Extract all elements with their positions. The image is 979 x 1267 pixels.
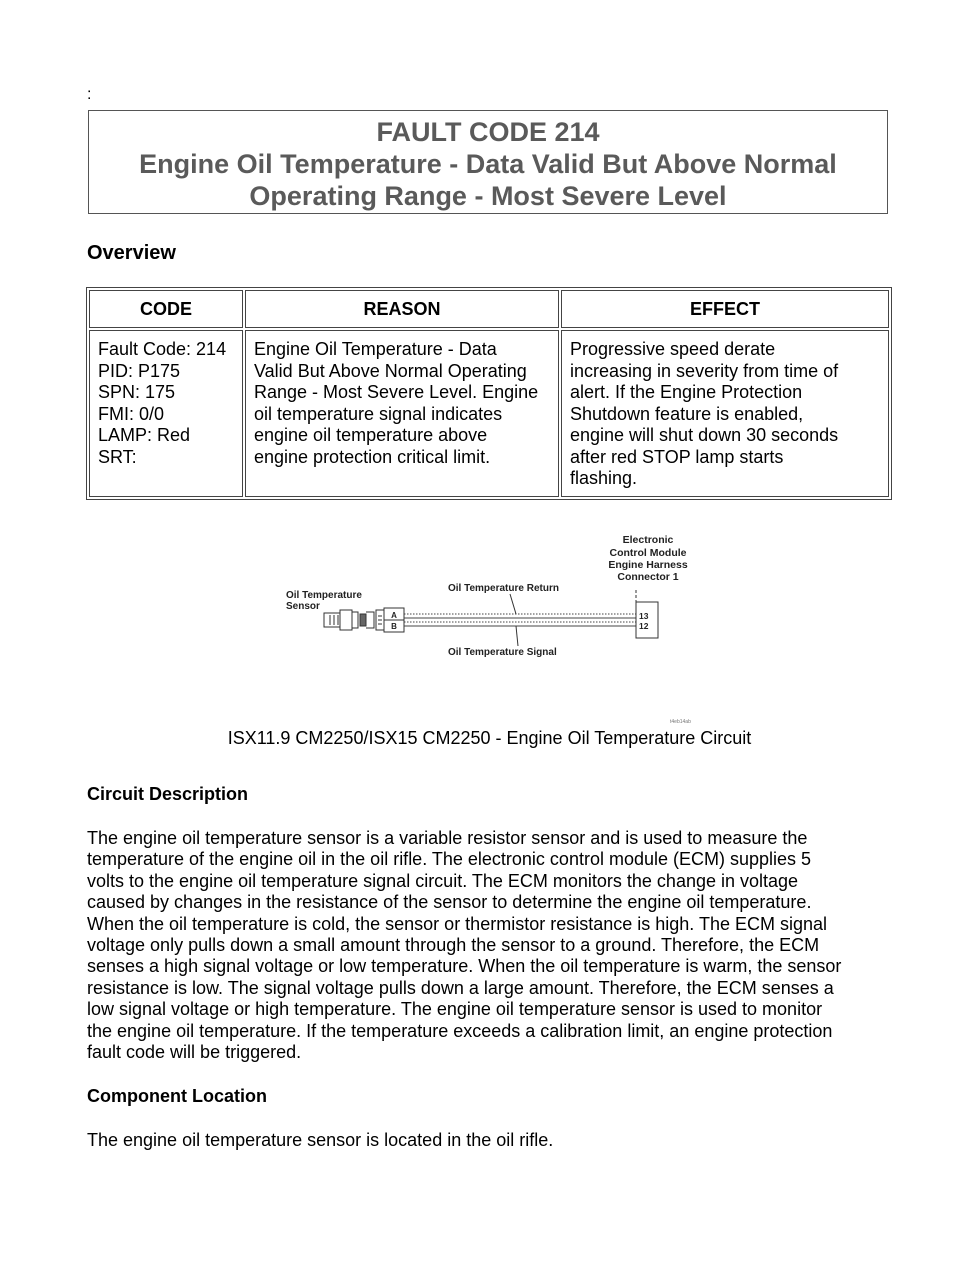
overview-heading: Overview (87, 242, 176, 264)
overview-data-row (89, 330, 889, 497)
connector-pin-12-label: 12 (639, 621, 649, 631)
effect-cell (561, 330, 889, 497)
sensor-label-line-1: Oil Temperature (286, 590, 362, 601)
circuit-description-heading: Circuit Description (87, 784, 249, 804)
figure-id-label: t4eb14ab (670, 719, 691, 725)
return-wire-label: Oil Temperature Return (448, 583, 559, 594)
reason-line: oil temperature signal indicates (254, 403, 503, 424)
paragraph-line: low signal voltage or high temperature. The engine oil temperature sensor is used to monitor (87, 999, 823, 1020)
column-header-code: CODE (89, 290, 243, 328)
sensor-pin-a-label: A (391, 611, 397, 620)
code-line-srt: SRT: (98, 446, 137, 467)
column-header-effect: EFFECT (561, 290, 889, 328)
connector-pin-13-label: 13 (639, 611, 649, 621)
reason-line: Valid But Above Normal Operating (254, 360, 527, 381)
paragraph-line: volts to the engine oil temperature signal circuit. The ECM monitors the change in voltage (87, 870, 799, 891)
paragraph-line: the engine oil temperature. If the temperature exceeds a calibration limit, an engine protection (87, 1020, 833, 1041)
reason-line: Range - Most Severe Level. Engine (254, 382, 539, 402)
paragraph-line: voltage only pulls down a small amount through the sensor to a ground. Therefore, the ECM (87, 935, 820, 956)
effect-line: increasing in severity from time of (570, 360, 839, 381)
fault-code-title: FAULT CODE 214 (376, 117, 600, 147)
reason-line: Engine Oil Temperature - Data (254, 339, 497, 359)
code-cell (89, 330, 243, 497)
reason-cell (245, 330, 559, 497)
effect-line: Progressive speed derate (570, 339, 776, 359)
code-line-fmi: FMI: 0/0 (98, 403, 165, 424)
ecm-label-line-4: Connector 1 (617, 571, 679, 583)
reason-line: engine protection critical limit. (254, 446, 491, 467)
effect-line: Shutdown feature is enabled, (570, 403, 804, 424)
ecm-label-line-2: Control Module (609, 547, 687, 559)
component-location-heading: Component Location (87, 1086, 267, 1106)
effect-line: alert. If the Engine Protection (570, 382, 803, 402)
page-colon-marker: : (87, 86, 92, 103)
paragraph-line: When the oil temperature is cold, the sensor or thermistor resistance is high. The ECM signal (87, 913, 827, 934)
ecm-label-line-1: Electronic (622, 534, 674, 546)
paragraph-line: resistance is low. The signal voltage pulls down a large amount. Therefore, the ECM senses a (87, 977, 834, 998)
code-line-fault-code: Fault Code: 214 (98, 339, 227, 359)
column-header-reason: REASON (245, 290, 559, 328)
paragraph-line: senses a high signal voltage or low temperature. When the oil temperature is warm, the sensor (87, 956, 842, 977)
code-line-spn: SPN: 175 (98, 382, 176, 402)
fault-title-line-2: Engine Oil Temperature - Data Valid But Above Normal (139, 149, 837, 179)
signal-wire-label: Oil Temperature Signal (448, 647, 557, 658)
paragraph-line: caused by changes in the resistance of the sensor to determine the engine oil temperature. (87, 892, 812, 913)
paragraph-line: The engine oil temperature sensor is located in the oil rifle. (87, 1130, 554, 1150)
circuit-description-paragraph (87, 828, 897, 1063)
code-line-pid: PID: P175 (98, 360, 181, 381)
oil-temperature-circuit-diagram (280, 528, 710, 728)
label-leader-lines (510, 594, 518, 646)
reason-line: engine oil temperature above (254, 425, 488, 445)
paragraph-line: The engine oil temperature sensor is a variable resistor sensor and is used to measure the (87, 828, 808, 848)
harness-wires (404, 614, 636, 626)
fault-title-line-3: Operating Range - Most Severe Level (249, 181, 727, 211)
sensor-label-line-2: Sensor (286, 601, 320, 612)
sensor-pin-b-label: B (391, 622, 397, 631)
paragraph-line: fault code will be triggered. (87, 1042, 302, 1063)
ecm-label-line-3: Engine Harness (608, 559, 688, 571)
component-location-text (87, 1130, 897, 1151)
code-line-lamp: LAMP: Red (98, 425, 191, 445)
paragraph-line: temperature of the engine oil in the oil rifle. The electronic control module (ECM) supplies 5 (87, 849, 812, 870)
overview-table (86, 287, 892, 500)
overview-header-row (89, 290, 889, 328)
effect-line: flashing. (570, 468, 638, 488)
figure-caption: ISX11.9 CM2250/ISX15 CM2250 - Engine Oil Temperature Circuit (227, 728, 752, 748)
effect-line: engine will shut down 30 seconds (570, 425, 839, 445)
effect-line: after red STOP lamp starts (570, 446, 784, 467)
fault-code-title-box (88, 110, 888, 214)
